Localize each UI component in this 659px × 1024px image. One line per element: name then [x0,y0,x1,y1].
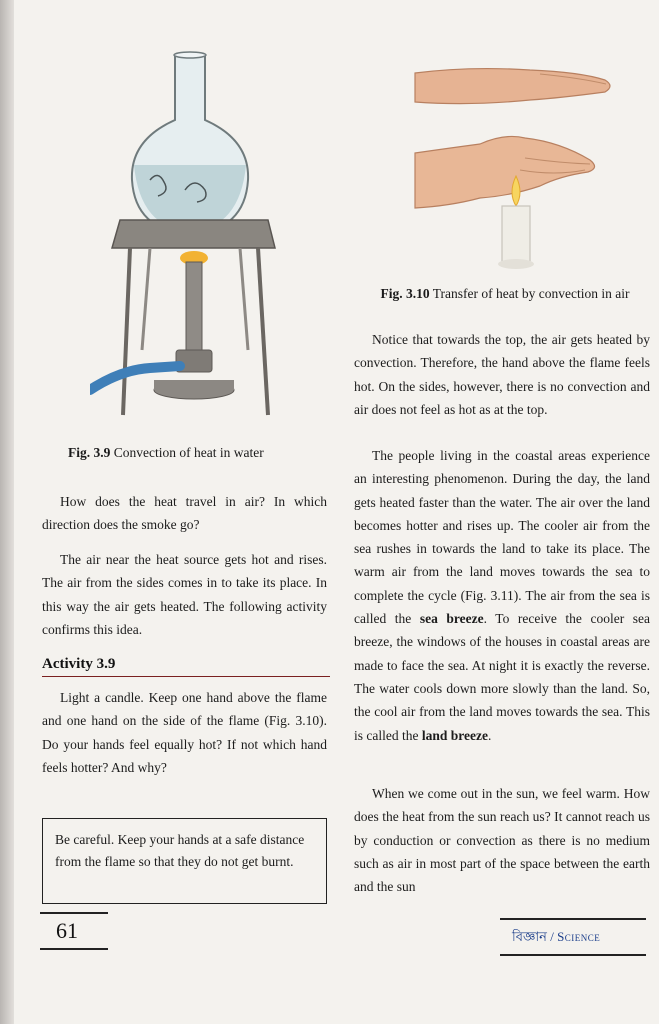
flask-on-burner-figure [90,50,290,420]
footer-bengali: বিজ্ঞান [512,929,547,944]
caption-text: Convection of heat in water [110,445,264,460]
page-number-rule-bottom [40,948,108,950]
page-number-rule-top [40,912,108,914]
hands-and-candle-figure [410,58,630,273]
left-paragraph-1: How does the heat travel in air? In which direction does the smoke go? [42,494,327,533]
para-text: . [487,727,492,743]
activity-heading: Activity 3.9 [42,656,116,672]
right-paragraph-3: When we come out in the sun, we feel warm. How does the heat from the sun reach us? It cannot reach us by conduction or convection as there is no medium such as air in most part of the space between the earth and the sun [354,786,650,895]
footer-rule-bottom [500,954,646,956]
term-land-breeze: land breeze [421,727,488,743]
fig-3-9-caption [68,444,264,461]
caption-text: Transfer of heat by convection in air [429,286,630,301]
right-paragraph-2 [354,444,650,747]
caution-box: Be careful. Keep your hands at a safe distance from the flame so that they do not get burnt. [42,818,327,904]
footer-rule-top [500,918,646,920]
fig-3-10-caption [370,285,640,302]
caption-label: Fig. 3.10 [380,286,430,301]
caption-label: Fig. 3.9 [68,445,111,460]
right-paragraph-1: Notice that towards the top, the air gets heated by convection. Therefore, the hand above the flame feels hot. On the sides, however, there is no convection and air does not feel as hot as at the top. [354,332,650,417]
para-text: . To receive the cooler sea breeze, the windows of the houses in coastal areas are made to face the sea. At night it is exactly the reverse. The water cools down more slowly than the land. So, the cool air from the land moves towards the sea. This is called the [354,611,650,743]
activity-text: Light a candle. Keep one hand above the flame and one hand on the side of the flame (Fig. 3.10). Do your hands feel equally hot? If not which hand feels hotter? And why? [42,690,327,775]
term-sea-breeze: sea breeze [419,611,484,627]
para-text: The people living in the coastal areas experience an interesting phenomenon. During the day, the land gets heated faster than the water. The air over the land becomes hotter and rises up. The cooler air from the sea rushes in towards the land to take its place. The warm air from the land moves towards the sea to complete the cycle (Fig. 3.11). The air from the sea is called the [354,448,650,627]
activity-rule [42,676,330,677]
footer-separator: / [546,929,558,944]
page-number: 61 [56,918,78,943]
page-binding-edge [0,0,14,1024]
footer-science: Science [557,929,601,944]
footer-book-title [512,928,600,949]
left-paragraph-2: The air near the heat source gets hot and rises. The air from the sides comes in to take its place. In this way the air gets heated. The following activity confirms this idea. [42,552,327,637]
